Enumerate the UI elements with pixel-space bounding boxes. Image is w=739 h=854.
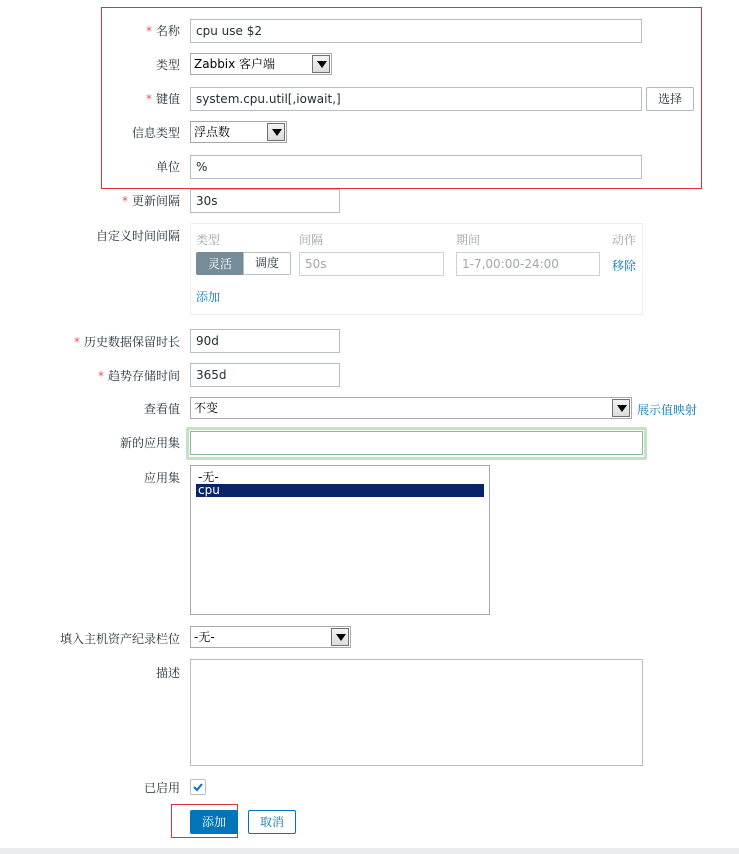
info-type-select[interactable] xyxy=(190,121,287,143)
units-input[interactable]: % xyxy=(190,155,642,179)
units-label: 单位 xyxy=(155,160,180,174)
trends-label: * 趋势存储时间 xyxy=(97,369,180,383)
ci-mode-flexible-button[interactable]: 灵活 xyxy=(196,252,244,275)
ci-add-link[interactable]: 添加 xyxy=(196,290,221,304)
enabled-label: 已启用 xyxy=(143,781,180,795)
ci-header-action: 动作 xyxy=(612,233,637,247)
description-textarea[interactable] xyxy=(190,659,643,766)
type-label: 类型 xyxy=(155,58,180,72)
history-input[interactable]: 90d xyxy=(190,329,340,353)
name-input[interactable]: cpu use $2 xyxy=(190,19,642,43)
description-label: 描述 xyxy=(155,666,180,680)
ci-remove-link[interactable]: 移除 xyxy=(612,259,637,273)
info-type-label: 信息类型 xyxy=(131,126,180,140)
inventory-label: 填入主机资产纪录栏位 xyxy=(59,632,180,646)
type-select-value: Zabbix 客户端 xyxy=(194,57,276,71)
trends-input[interactable]: 365d xyxy=(190,363,340,387)
add-button[interactable]: 添加 xyxy=(190,810,238,834)
new-application-input[interactable] xyxy=(190,431,643,455)
ci-header-type: 类型 xyxy=(196,233,221,247)
chevron-down-icon xyxy=(331,628,349,646)
checkmark-icon xyxy=(191,780,205,794)
enabled-checkbox[interactable] xyxy=(190,779,206,795)
inventory-select[interactable] xyxy=(190,626,351,648)
chevron-down-icon xyxy=(267,123,285,141)
key-label: * 键值 xyxy=(145,92,180,106)
name-label: * 名称 xyxy=(145,24,180,38)
info-type-select-value: 浮点数 xyxy=(194,125,231,139)
cancel-button[interactable]: 取消 xyxy=(248,810,296,834)
applications-option[interactable]: -无- xyxy=(198,470,219,484)
applications-listbox[interactable] xyxy=(190,465,490,615)
ci-period-input[interactable]: 1-7,00:00-24:00 xyxy=(456,252,600,276)
applications-label: 应用集 xyxy=(143,471,180,485)
new-application-label: 新的应用集 xyxy=(119,436,180,450)
show-value-select[interactable] xyxy=(190,397,632,419)
inventory-select-value: -无- xyxy=(194,630,215,644)
update-interval-label: * 更新间隔 xyxy=(121,194,180,208)
show-value-label: 查看值 xyxy=(143,402,180,416)
update-interval-input[interactable]: 30s xyxy=(190,189,340,213)
ci-header-period: 期间 xyxy=(456,233,481,247)
ci-mode-scheduling-button[interactable]: 调度 xyxy=(243,252,291,275)
chevron-down-icon xyxy=(312,55,330,73)
custom-intervals-label: 自定义时间间隔 xyxy=(95,229,180,243)
ci-header-interval: 间隔 xyxy=(299,233,324,247)
key-input[interactable]: system.cpu.util[,iowait,] xyxy=(190,87,642,111)
chevron-down-icon xyxy=(612,399,630,417)
applications-option-selected[interactable]: cpu xyxy=(196,484,484,497)
footer-strip xyxy=(0,848,739,854)
key-select-button[interactable]: 选择 xyxy=(646,87,694,111)
type-select[interactable] xyxy=(190,53,332,75)
ci-interval-input[interactable]: 50s xyxy=(299,252,444,276)
show-value-mapping-link[interactable]: 展示值映射 xyxy=(637,403,698,417)
history-label: * 历史数据保留时长 xyxy=(73,335,180,349)
show-value-select-value: 不变 xyxy=(194,401,219,415)
